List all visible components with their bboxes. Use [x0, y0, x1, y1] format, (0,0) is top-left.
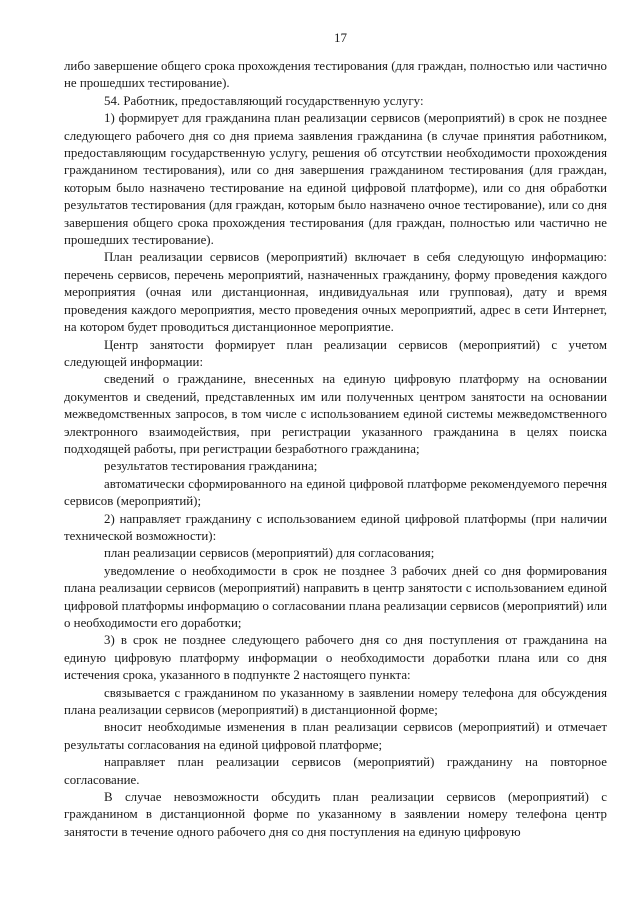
- paragraph: Центр занятости формирует план реализации сервисов (мероприятий) с учетом следующей информации:: [64, 337, 607, 369]
- paragraph: направляет план реализации сервисов (мероприятий) гражданину на повторное согласование.: [64, 755, 607, 787]
- paragraph: 1) формирует для гражданина план реализации сервисов (мероприятий) в срок не позднее следующего рабочего дня со дня приема заявления гражданина (в случае принятия работником, предоставляющим государственную услугу, решения об отсутствии необходимости прохождения гражданином тестирования), или со дня завершения гражданином тестирования (для граждан, которым было назначено тестирование на единой цифровой платформе), или со дня обработки результатов тестирования (для граждан, которым было назначено очное тестирование), или со дня завершения общего срока прохождения тестирования (для граждан, полностью или частично не прошедших тестирование).: [64, 111, 607, 248]
- page-number: 17: [334, 30, 347, 45]
- paragraph: 54. Работник, предоставляющий государственную услугу:: [104, 93, 424, 108]
- paragraph: План реализации сервисов (мероприятий) включает в себя следующую информацию: перечень сервисов, перечень мероприятий, назначенных гражданину, форму проведения каждого мероприятия (очная или дистанционная, индивидуальная или групповая), дату и время проведения каждого мероприятия, место проведения очных мероприятий, адрес в сети Интернет, на котором будет проводиться дистанционное мероприятие.: [64, 250, 607, 335]
- paragraph: вносит необходимые изменения в план реализации сервисов (мероприятий) и отмечает результаты согласования на единой цифровой платформе;: [64, 720, 607, 752]
- document-body: [64, 58, 607, 841]
- paragraph: план реализации сервисов (мероприятий) для согласования;: [104, 546, 435, 561]
- paragraph: В случае невозможности обсудить план реализации сервисов (мероприятий) с гражданином в дистанционной форме по указанному в заявлении номеру телефона центр занятости в течение одного рабочего дня со дня поступления на единую цифровую: [64, 790, 607, 839]
- paragraph: автоматически сформированного на единой цифровой платформе рекомендуемого перечня сервисов (мероприятий);: [64, 476, 607, 509]
- paragraph: сведений о гражданине, внесенных на единую цифровую платформу на основании документов и сведений, представленных им или полученных центром занятости на основании межведомственных запросов, в том числе с использованием единой системы межведомственного электронного взаимодействия, при регистрации указанного гражданина в целях поиска подходящей работы, при регистрации безработного гражданина;: [64, 372, 607, 456]
- paragraph: результатов тестирования гражданина;: [104, 459, 318, 474]
- paragraph: уведомление о необходимости в срок не позднее 3 рабочих дней со дня формирования плана реализации сервисов (мероприятий) направить в центр занятости с использованием единой цифровой платформы информацию о согласовании плана реализации сервисов (мероприятий) или о необходимости его доработки;: [64, 563, 607, 630]
- paragraph: 2) направляет гражданину с использованием единой цифровой платформы (при наличии технической возможности):: [64, 511, 607, 543]
- paragraph: 3) в срок не позднее следующего рабочего дня со дня поступления от гражданина на единую цифровую платформу информации о необходимости доработки плана или со дня истечения срока, указанного в подпункте 2 настоящего пункта:: [64, 633, 607, 683]
- paragraph: связывается с гражданином по указанному в заявлении номеру телефона для обсуждения плана реализации сервисов (мероприятий) в дистанционной форме;: [64, 685, 607, 718]
- paragraph: либо завершение общего срока прохождения тестирования (для граждан, полностью или частично не прошедших тестирование).: [64, 59, 607, 91]
